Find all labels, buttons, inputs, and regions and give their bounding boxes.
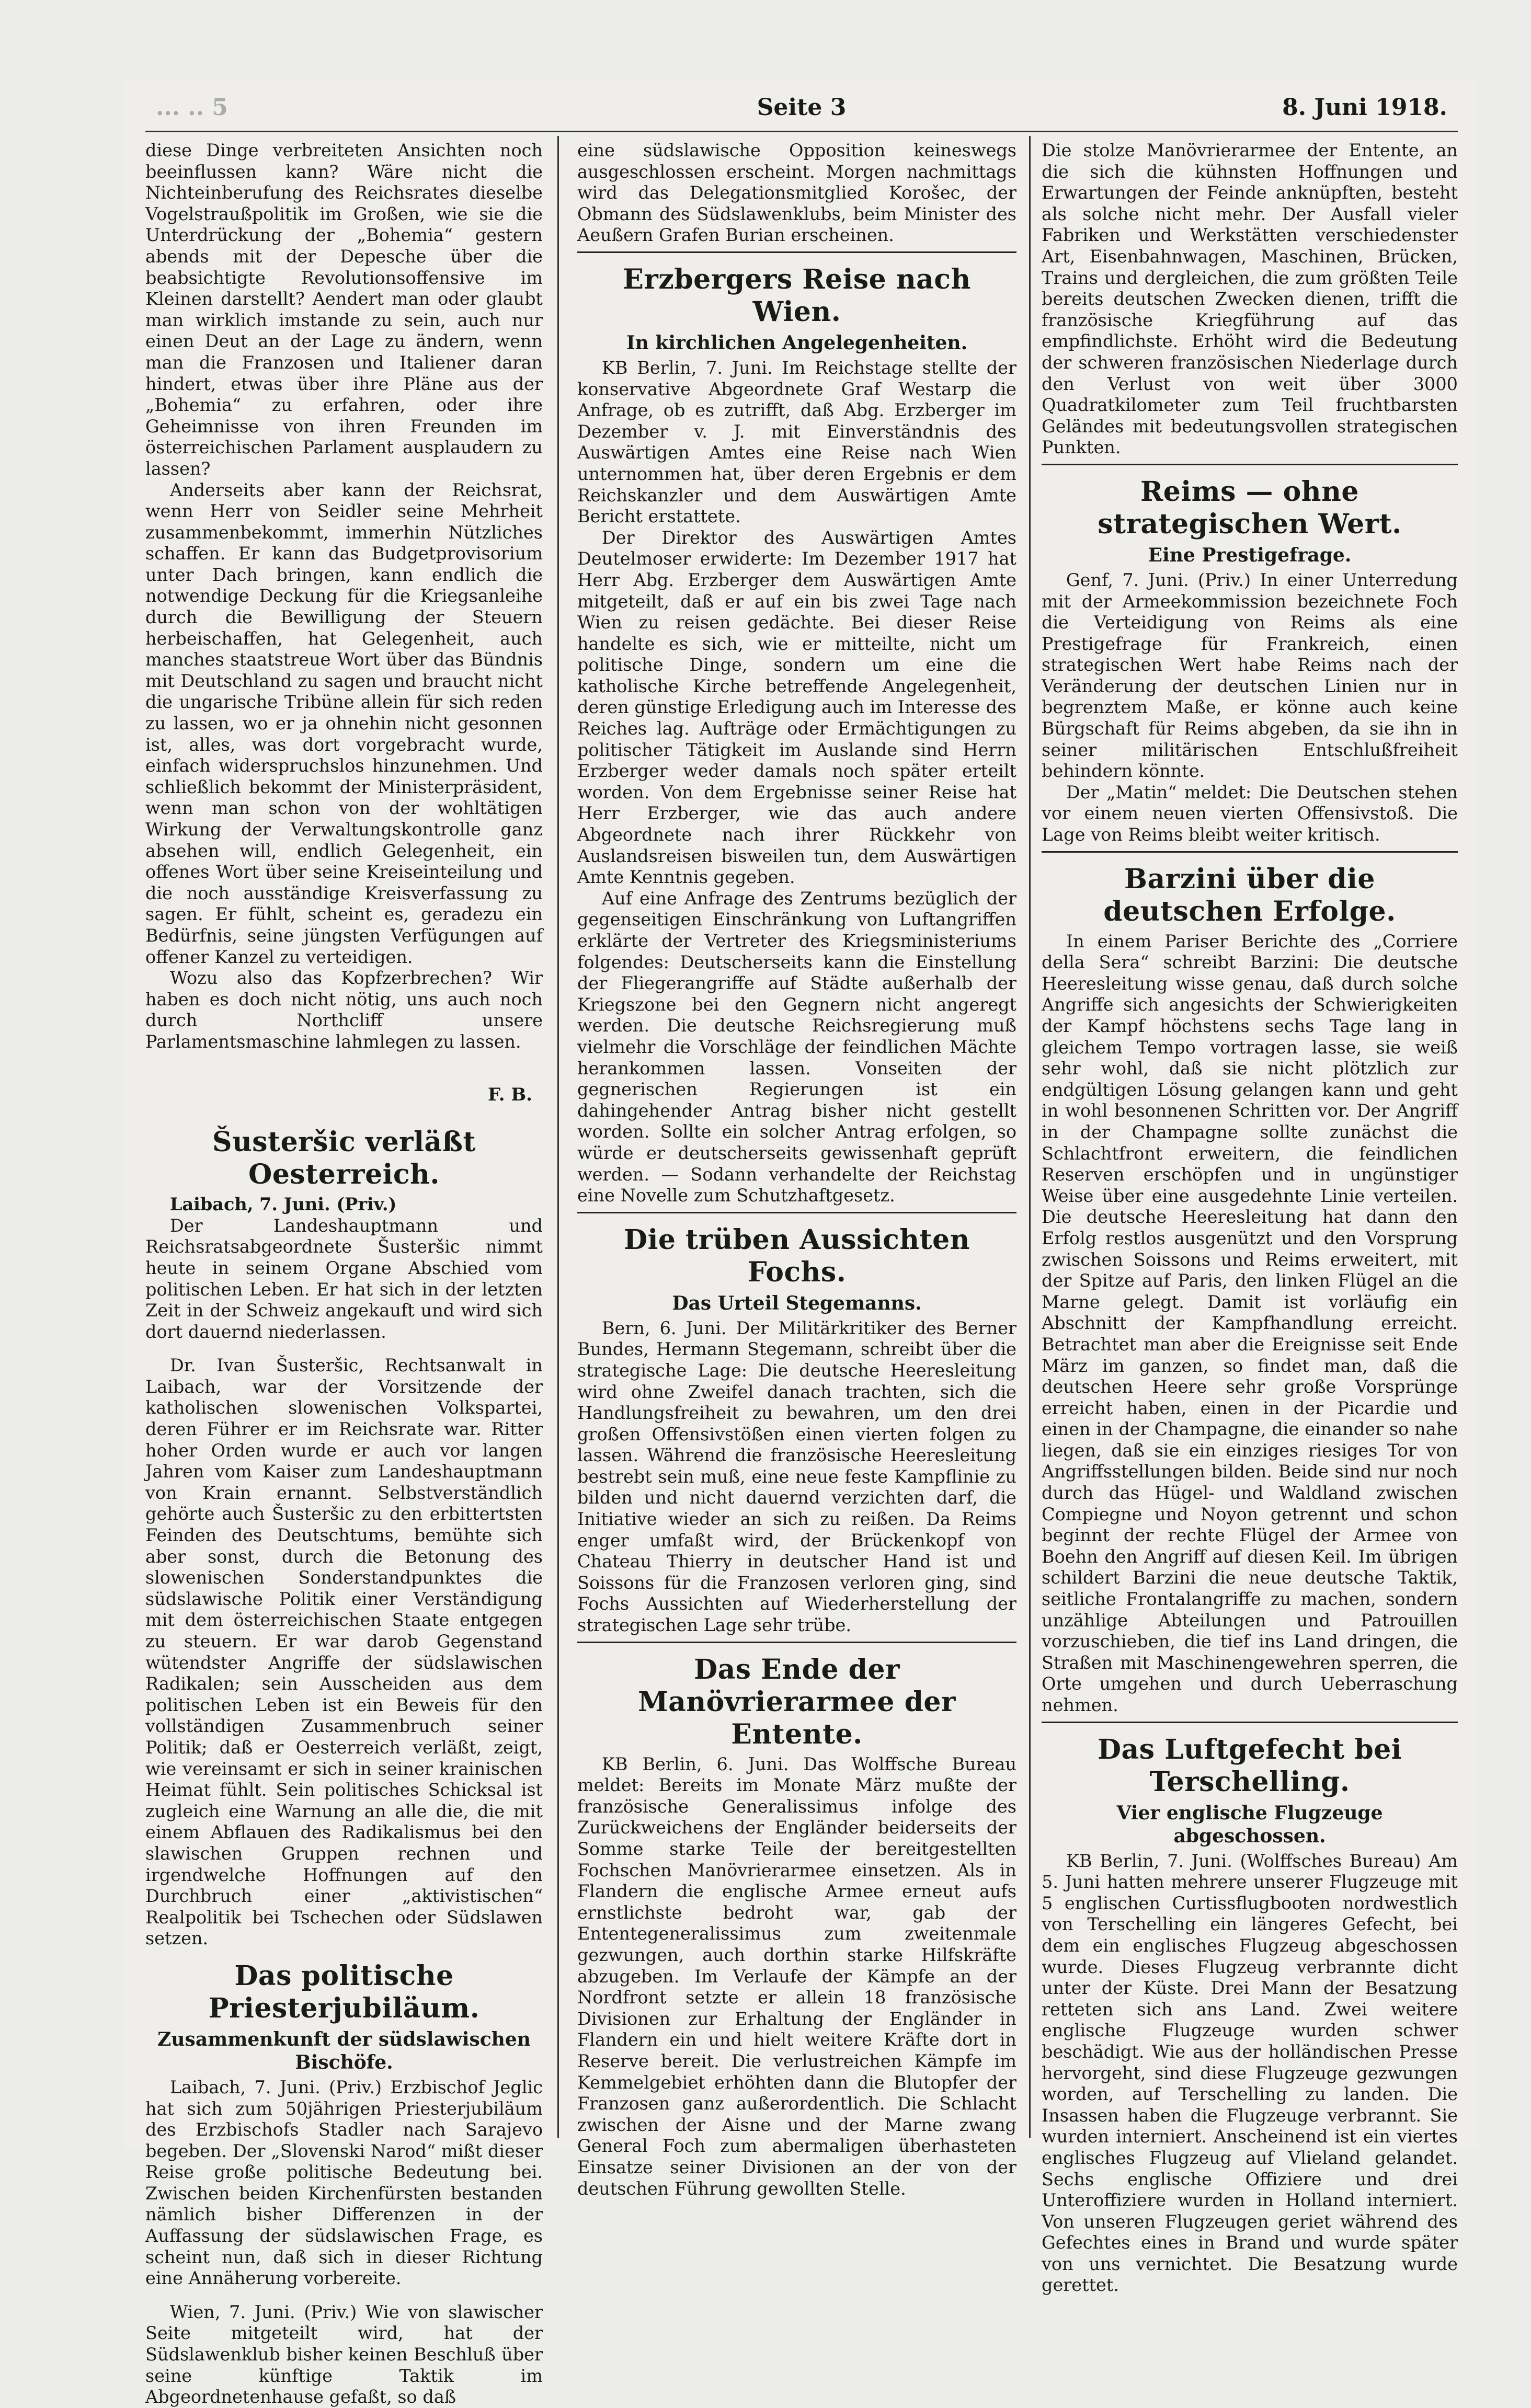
paragraph: Wozu also das Kopfzerbrechen? Wir haben es doch nicht nötig, uns auch noch durch Northcliff unsere Parlamentsmaschine lahmlegen zu lassen.	[145, 968, 543, 1052]
headline: Die trüben Aussichten Fochs.	[624, 1223, 970, 1288]
divider	[577, 1642, 1016, 1643]
paragraph: Bern, 6. Juni. Der Militärkritiker des Berner Bundes, Hermann Stegemann, schreibt über die strategische Lage: Die deutsche Heeresleitung wird ohne Zweifel danach trachten, sich die Handlungsfreiheit zu bewahren, um den drei großen Offensivstößen einen vierten folgen zu lassen. Während die französische Heeresleitung bestrebt sein muß, eine neue feste Kampflinie zu bilden und nicht dauernd verzichten darf, die Initiative wieder an sich zu reißen. Da Reims enger umfaßt wird, der Brückenkopf von Chateau Thierry in deutscher Hand ist und Soissons für die Franzosen verloren ging, sind Fochs Aussichten auf Wiederherstellung der strategischen Lage sehr trübe.	[577, 1317, 1016, 1636]
paragraph: Auf eine Anfrage des Zentrums bezüglich der gegenseitigen Einschränkung von Luftangriffen erklärte der Vertreter des Kriegsministeriums folgendes: Deutscherseits kann die Einstellung der Fliegerangriffe auf Städte außerhalb der Kriegszone bei den Gegnern nicht angeregt werden. Die deutsche Reichsregierung muß vielmehr die Vorschläge der feindlichen Mächte herankommen lassen. Vonseiten der gegnerischen Regierungen ist ein dahingehender Antrag bisher nicht gestellt worden. Sollte ein solcher Antrag erfolgen, so würde er deutscherseits gewissenhaft geprüft werden. — Sodann verhandelte der Reichstag eine Novelle zum Schutzhaftgesetz.	[577, 888, 1016, 1206]
headline: Barzini über die deutschen Erfolge.	[1103, 863, 1396, 927]
page-header	[156, 94, 1447, 125]
subheadline: Eine Prestigefrage.	[1148, 544, 1352, 566]
headline: Das Luftgefecht bei Terschelling.	[1097, 1733, 1402, 1798]
subheadline: Vier englische Flugzeuge abgeschossen.	[1116, 1802, 1383, 1847]
page-date: 8. Juni 1918.	[1282, 94, 1447, 121]
header-left: ... .. 5	[156, 94, 228, 121]
paragraph: Der Landeshauptmann und Reichsratsabgeordnete Šusteršic nimmt heute in seinem Organe Abschied vom politischen Leben. Er hat sich in der letzten Zeit in der Schweiz angekauft und wird sich dort dauernd niederlassen.	[145, 1215, 543, 1342]
subheadline: Das Urteil Stegemanns.	[672, 1292, 922, 1314]
headline: Erzbergers Reise nach Wien.	[623, 263, 971, 328]
subheadline: Zusammenkunft der südslawischen Bischöfe.	[157, 2028, 531, 2073]
paragraph: Wien, 7. Juni. (Priv.) Wie von slawischer Seite mitgeteilt wird, hat der Südslawenklub bisher keinen Beschluß über seine künftige Taktik im Abgeordnetenhause gefaßt, so daß	[145, 2301, 543, 2407]
paragraph: KB Berlin, 7. Juni. (Wolffsches Bureau) Am 5. Juni hatten mehrere unserer Flugzeuge mit 5 englischen Curtissflugbooten nordwestlich von Terschelling ein längeres Gefecht, bei dem ein englisches Flugzeug abgeschossen wurde. Dieses Flugzeug verbrannte dicht unter der Küste. Drei Mann der Besatzung retteten sich ans Land. Zwei weitere englische Flugzeuge wurden schwer beschädigt. Wie aus der holländischen Presse hervorgeht, sind diese Flugzeuge gezwungen worden, auf Terschelling zu landen. Die Insassen haben die Flugzeuge verbrannt. Sie wurden interniert. Anscheinend ist ein viertes englisches Flugzeug auf Vlieland gelandet. Sechs englische Offiziere und drei Unteroffiziere wurden in Holland interniert. Von unseren Flugzeugen geriet während des Gefechtes eines in Brand und wurde später von uns vernichtet. Die Besatzung wurde gerettet.	[1042, 1850, 1458, 2296]
paragraph: KB Berlin, 7. Juni. Im Reichstage stellte der konservative Abgeordnete Graf Westarp die Anfrage, ob es zutrifft, daß Abg. Erzberger im Dezember v. J. mit Einverständnis des Auswärtigen Amtes eine Reise nach Wien unternommen hat, über deren Ergebnis er dem Reichskanzler und dem Auswärtigen Amte Bericht erstattete.	[577, 357, 1016, 527]
paragraph: Genf, 7. Juni. (Priv.) In einer Unterredung mit der Armeekommission bezeichnete Foch die Verteidigung von Reims als eine Prestigefrage für Frankreich, einen strategischen Wert habe Reims nach der Veränderung der deutschen Linien nur in begrenztem Maße, er könne auch keine Bürgschaft für Reims abgeben, da sie ihn in seiner militärischen Entschlußfreiheit behindern könnte.	[1042, 569, 1458, 782]
headline: Šusteršic verläßt Oesterreich.	[212, 1126, 476, 1191]
paragraph: Laibach, 7. Juni. (Priv.) Erzbischof Jeglic hat sich zum 50jährigen Priesterjubiläum des Erzbischofs Stadler nach Sarajevo begeben. Der „Slovenski Narod“ mißt dieser Reise große politische Bedeutung bei. Zwischen beiden Kirchenfürsten bestanden nämlich bisher Differenzen in der Auffassung der südslawischen Frage, es scheint nun, daß sich in dieser Richtung eine Annäherung vorbereite.	[145, 2077, 543, 2289]
column-2	[577, 140, 1016, 2199]
divider	[577, 251, 1016, 253]
paragraph: diese Dinge verbreiteten Ansichten noch beeinflussen kann? Wäre nicht die Nichteinberufung des Reichsrates dieselbe Vogelstraußpolitik im Großen, wie sie die Unterdrückung der „Bohemia“ gestern abends mit der Depesche über die beabsichtigte Revolutionsoffensive im Kleinen darstellt? Aendert man oder glaubt man wirklich imstande zu sein, auch nur einen Deut an der Lage zu ändern, wenn man die Franzosen und Italiener daran hindert, etwas über ihre Pläne aus der „Bohemia“ zu erfahren, oder ihre Geheimnisse von ihren Freunden im österreichischen Parlament ausplaudern zu lassen?	[145, 140, 543, 479]
column-3	[1042, 140, 1458, 2296]
divider	[1042, 851, 1458, 853]
paragraph: Der „Matin“ meldet: Die Deutschen stehen vor einem neuen vierten Offensivstoß. Die Lage von Reims bleibt weiter kritisch.	[1042, 782, 1458, 845]
column-rule	[1029, 136, 1031, 2138]
paragraph: Dr. Ivan Šusteršic, Rechtsanwalt in Laibach, war der Vorsitzende der katholischen slowenischen Volkspartei, deren Führer er im Reichsrate war. Ritter hoher Orden wurde er auch vor langen Jahren vom Kaiser zum Landeshauptmann von Krain ernannt. Selbstverständlich gehörte auch Šusteršic zu den erbittertsten Feinden des Deutschtums, bemühte sich aber sonst, durch die Betonung des slowenischen Sonderstandpunktes die südslawische Politik einer Verständigung mit dem österreichischen Staate entgegen zu steuern. Er war darob Gegenstand wütendster Angriffe der südslawischen Radikalen; sein Ausscheiden aus dem politischen Leben ist ein Beweis für den vollständigen Zusammenbruch seiner Politik; daß er Oesterreich verläßt, zeigt, wie vereinsamt er sich in seiner krainischen Heimat fühlt. Sein politisches Schicksal ist zugleich eine Warnung an alle die, die mit einem Abflauen des Radikalismus bei den slawischen Gruppen rechnen und irgendwelche Hoffnungen auf den Durchbruch einer „aktivistischen“ Realpolitik bei Tschechen oder Südslawen setzen.	[145, 1355, 543, 1949]
paragraph: In einem Pariser Berichte des „Corriere della Sera“ schreibt Barzini: Die deutsche Heeresleitung wisse genau, daß durch solche Angriffe sich angesichts der Schwierigkeiten der Kampf höchstens sechs Tage lang in gleichem Tempo vortragen lasse, sie weiß sehr wohl, daß sie nicht plötzlich zur endgültigen Lösung gelangen kann und geht in wohl besonnenen Schritten vor. Der Angriff in der Champagne sollte zunächst die Schlachtfront erweitern, die feindlichen Reserven erschöpfen und in ungünstiger Weise über eine ausgedehnte Linie verteilen. Die deutsche Heeresleitung hat dann den Erfolg restlos ausgenützt und den Vorsprung zwischen Soissons und Reims erweitert, mit der Spitze auf Paris, den linken Flügel an die Marne gelegt. Damit ist vorläufig ein Abschnitt der Kampfhandlung erreicht. Betrachtet man aber die Ereignisse seit Ende März im ganzen, so findet man, daß die deutschen Heere sehr große Vorsprünge erreicht haben, einen in der Picardie und einen in der Champagne, die einander so nahe liegen, daß sie ein einziges riesiges Tor von Angriffsstellungen bilden. Beide sind nur noch durch das Hügel- und Waldland zwischen Compiegne und Noyon getrennt und schon beginnt der rechte Flügel der Armee von Boehn den Angriff auf diesen Keil. Im übrigen schildert Barzini die neue deutsche Taktik, seitliche Frontalangriffe zu machen, sondern unzählige Abteilungen und Patrouillen vorzuschieben, die tief ins Land dringen, die Straßen mit Maschinengewehren sperren, die Orte umgehen und durch Ueberraschung nehmen.	[1042, 931, 1458, 1715]
page-number: Seite 3	[757, 94, 847, 121]
column-1	[145, 140, 543, 2407]
divider	[1042, 464, 1458, 465]
paragraph: Der Direktor des Auswärtigen Amtes Deutelmoser erwiderte: Im Dezember 1917 hat Herr Abg. Erzberger dem Auswärtigen Amte mitgeteilt, daß er auf ein bis zwei Tage nach Wien zu reisen gedächte. Bei dieser Reise handelte es sich, wie er mitteilte, nicht um politische Dinge, sondern um eine die katholische Kirche betreffende Angelegenheit, deren günstige Erledigung auch im Interesse des Reiches lag. Aufträge oder Ermächtigungen zu politischer Tätigkeit im Auslande sind Herrn Erzberger weder damals noch später erteilt worden. Von dem Ergebnisse seiner Reise hat Herr Erzberger, wie das auch andere Abgeordnete nach ihrer Rückkehr von Auslandsreisen bisweilen tun, dem Auswärtigen Amte Kenntnis gegeben.	[577, 527, 1016, 888]
divider	[577, 1212, 1016, 1213]
author-signature: F. B.	[488, 1084, 532, 1105]
dateline: Laibach, 7. Juni. (Priv.)	[169, 1194, 397, 1215]
column-rule	[557, 136, 559, 2138]
paragraph: eine südslawische Opposition keineswegs ausgeschlossen erscheint. Morgen nachmittags wird das Delegationsmitglied Korošec, der Obmann des Südslawenklubs, beim Minister des Aeußern Grafen Burian erscheinen.	[577, 140, 1016, 246]
paragraph: Anderseits aber kann der Reichsrat, wenn Herr von Seidler seine Mehrheit zusammenbekommt, immerhin Nützliches schaffen. Er kann das Budgetprovisorium unter Dach bringen, kann endlich die notwendige Deckung für die Kriegsanleihe durch die Bewilligung der Steuern herbeischaffen, hat Gelegenheit, auch manches staatstreue Wort über das Bündnis mit Deutschland zu sagen und braucht nicht die ungarische Tribüne allein für sich reden zu lassen, wo er ja ohnehin nicht gesonnen ist, alles, was dort vorgebracht wurde, einfach widerspruchslos hinzunehmen. Und schließlich bekommt der Ministerpräsident, wenn man schon von der wohltätigen Wirkung der Verwaltungskontrolle ganz absehen will, endlich Gelegenheit, ein offenes Wort über seine Kreiseinteilung und die noch ausständige Kreisverfassung zu sagen. Er fühlt, scheint es, geradezu ein Bedürfnis, seine jüngsten Verfügungen auf offener Kanzel zu verteidigen.	[145, 479, 543, 967]
headline: Das Ende der Manövrierarmee der Entente.	[638, 1653, 956, 1750]
newspaper-page	[124, 78, 1479, 2407]
subheadline: In kirchlichen Angelegenheiten.	[626, 331, 968, 354]
headline: Das politische Priesterjubiläum.	[208, 1959, 480, 2024]
header-rule	[145, 131, 1458, 132]
paragraph: Die stolze Manövrierarmee der Entente, an die sich die kühnsten Hoffnungen und Erwartungen der Feinde anknüpften, besteht als solche nicht mehr. Der Ausfall vieler Fabriken und Werkstätten verschiedenster Art, Eisenbahnwagen, Maschinen, Brücken, Trains und dergleichen, die zum größten Teile bereits deutschen Zwecken dienen, trifft die französische Kriegführung auf das empfindlichste. Erhöht wird die Bedeutung der schweren französischen Niederlage durch den Verlust von weit über 3000 Quadratkilometer zum Teil fruchtbarsten Geländes mit bedeutungsvollen strategischen Punkten.	[1042, 140, 1458, 458]
headline: Reims — ohne strategischen Wert.	[1098, 475, 1402, 540]
divider	[1042, 1722, 1458, 1723]
paragraph: KB Berlin, 6. Juni. Das Wolffsche Bureau meldet: Bereits im Monate März mußte der französische Generalissimus infolge des Zurückweichens der Engländer beiderseits der Somme starke Teile der bereitgestellten Fochschen Manövrierarmee einsetzen. Als in Flandern die englische Armee erneut aufs ernstlichste bedroht war, gab der Ententegeneralissimus zum zweitenmale gezwungen, auch dorthin starke Hilfskräfte abzugeben. Im Verlaufe der Kämpfe an der Nordfront setzte er allein 18 französische Divisionen zur Erhaltung der Engländer in Flandern ein und hielt weitere Kräfte dort in Reserve bereit. Die verlustreichen Kämpfe im Kemmelgebiet erhöhten dann die Blutopfer der Franzosen ganz außerordentlich. Die Schlacht zwischen der Aisne und der Marne zwang General Foch zum abermaligen überhasteten Einsatze seiner Divisionen an der von der deutschen Führung gewollten Stelle.	[577, 1753, 1016, 2199]
